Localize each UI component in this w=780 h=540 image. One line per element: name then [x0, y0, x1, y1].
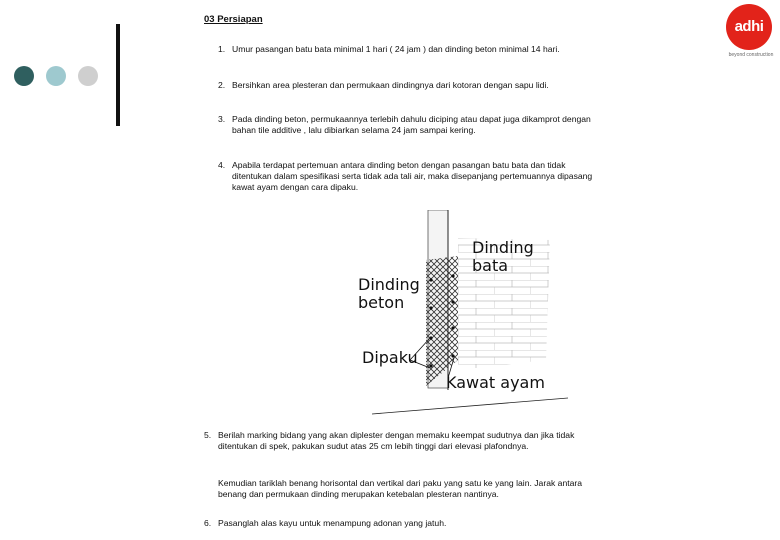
vertical-divider	[116, 24, 120, 126]
step-number: 3.	[218, 114, 226, 124]
step-text: Pada dinding beton, permukaannya terlebih dahulu diciping atau dapat juga dikamprot dengan bahan tile additive , lalu dibiarkan selama 24 jam sampai kering.	[232, 114, 591, 135]
logo-mark: adhi	[726, 4, 772, 50]
dot-teal	[46, 66, 66, 86]
step-text: Pasanglah alas kayu untuk menampung adonan yang jatuh.	[218, 518, 447, 528]
section-title: 03 Persiapan	[204, 14, 263, 25]
step-number: 4.	[218, 160, 226, 170]
company-logo	[724, 4, 774, 64]
step-text: Umur pasangan batu bata minimal 1 hari ( 24 jam ) dan dinding beton minimal 14 hari.	[232, 44, 560, 54]
label-dipaku: Dipaku	[362, 348, 418, 367]
dot-dark	[14, 66, 34, 86]
label-line: Dinding	[358, 275, 420, 294]
wall-diagram	[350, 210, 590, 420]
step-number: 6.	[204, 518, 212, 528]
dot-grey	[78, 66, 98, 86]
step-text: Berilah marking bidang yang akan diplester dengan memaku keempat sudutnya dan jika tidak ditentukan di spek, pakukan sudut atas 25 cm lebih tinggi dari elevasi plafondnya.	[218, 430, 575, 451]
step-text: Bersihkan area plesteran dan permukaan dindingnya dari kotoran dengan sapu lidi.	[232, 80, 549, 90]
label-dinding-beton	[358, 276, 420, 312]
step-text: Apabila terdapat pertemuan antara dinding beton dengan pasangan batu bata dan tidak ditentukan dalam spesifikasi serta tidak ada tali air, maka disepanjang pertemuannya dipasang kawat ayam dengan cara dipaku.	[232, 160, 593, 192]
label-kawat-ayam: Kawat ayam	[446, 373, 545, 392]
step-number: 5.	[204, 430, 212, 440]
step-5-continued: Kemudian tariklah benang horisontal dan vertikal dari paku yang satu ke yang lain. Jarak antara benang dan permukaan dinding merupakan ketebalan plesteran nantinya.	[218, 478, 583, 499]
step-number: 1.	[218, 44, 226, 54]
label-line: bata	[472, 256, 509, 275]
label-line: Dinding	[472, 238, 534, 257]
step-number: 2.	[218, 80, 226, 90]
label-line: beton	[358, 293, 405, 312]
label-dinding-bata	[472, 239, 534, 275]
logo-tagline: beyond construction	[728, 52, 774, 58]
